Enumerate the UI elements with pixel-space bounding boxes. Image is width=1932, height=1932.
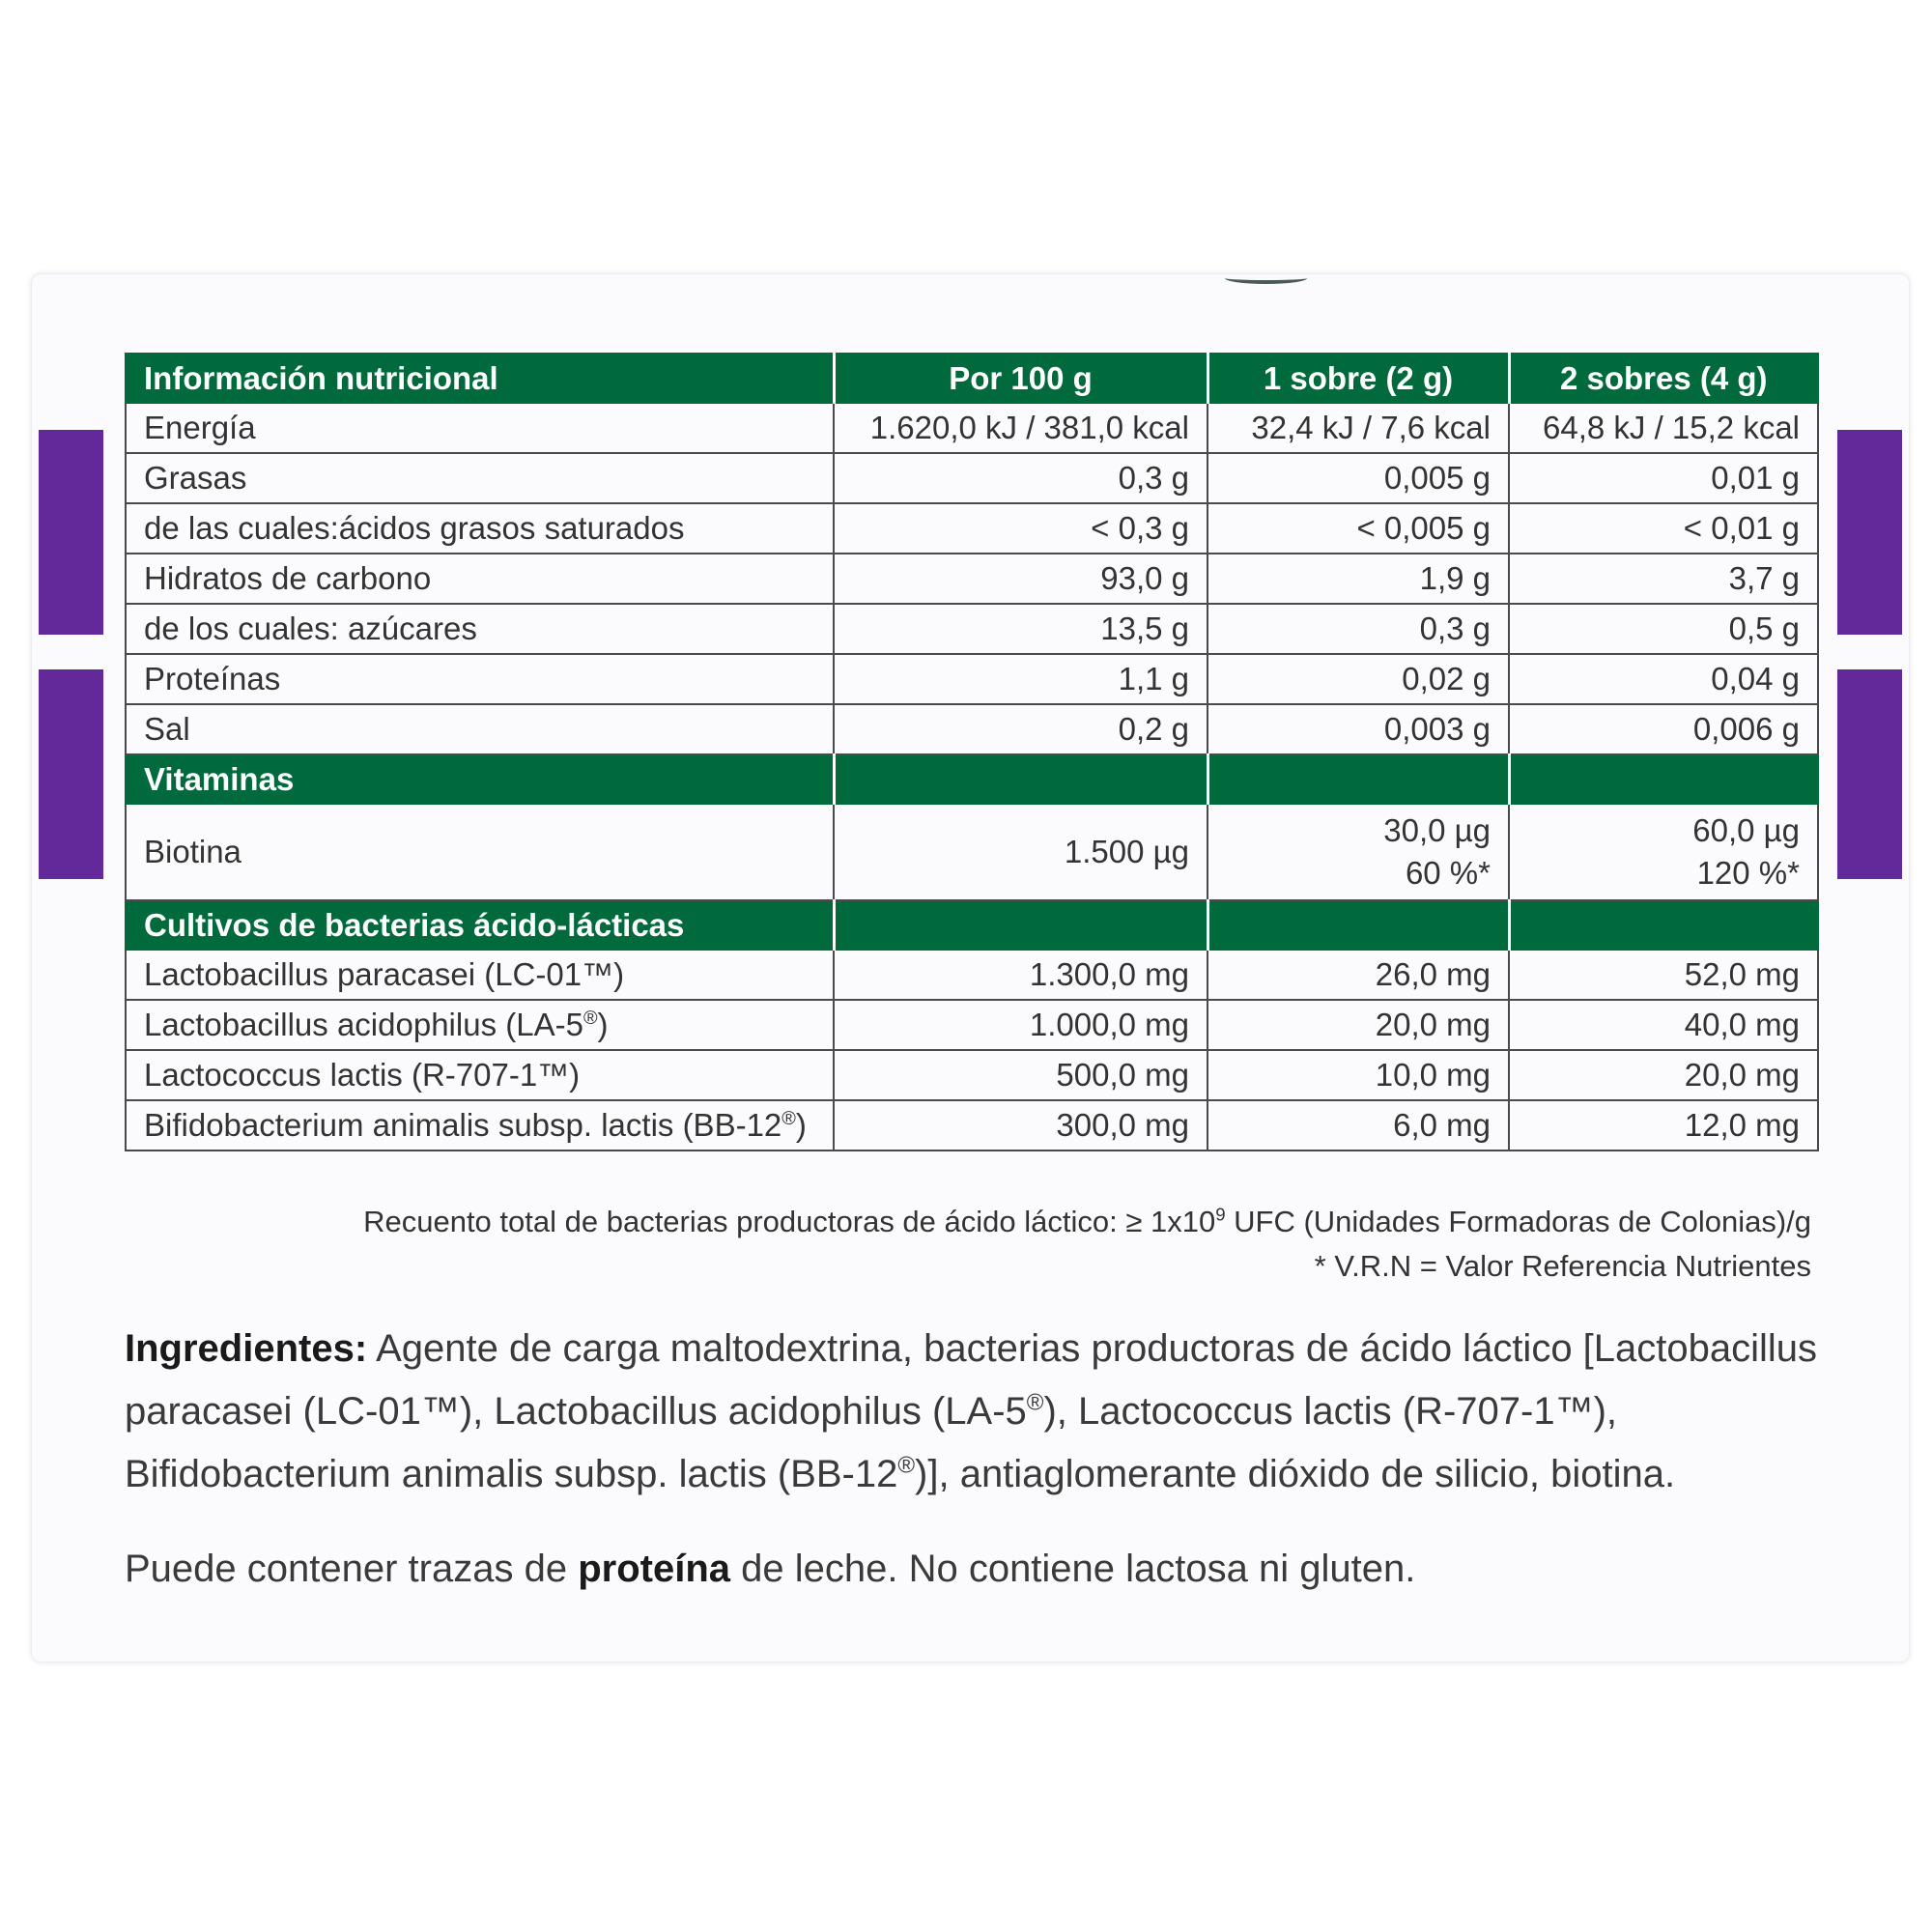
value-two-sachets: < 0,01 g xyxy=(1509,503,1818,554)
table-row xyxy=(126,503,1818,554)
nutrient-name: Hidratos de carbono xyxy=(126,554,834,604)
table-row xyxy=(126,453,1818,503)
purple-side-tab xyxy=(39,669,103,879)
table-row xyxy=(126,950,1818,1000)
value-two-sachets xyxy=(1509,804,1818,900)
value-one-sachet: 6,0 mg xyxy=(1208,1100,1509,1151)
bacteria-count-note: Recuento total de bacterias productoras de ácido láctico: ≥ $1x10^9$ UFC (Unidades Formadoras de Colonias)/g xyxy=(363,1204,1811,1238)
value-two-sachets: 40,0 mg xyxy=(1509,1000,1818,1050)
value-per-100g: 500,0 mg xyxy=(834,1050,1208,1100)
value-one-sachet: 32,4 kJ / 7,6 kcal xyxy=(1208,403,1509,453)
ingredients-text: Ingredientes: Agente de carga maltodextrina, bacterias productoras de ácido láctico [Lactobacillus paracasei (LC-01™), Lactobacillus acidophilus (LA-5®), Lactococcus lactis (R-707-1™), Bifidobacterium animalis subsp. lactis (BB-12®)], antiaglomerante dióxido de silicio, biotina. xyxy=(125,1327,1818,1495)
purple-side-tab xyxy=(1837,669,1902,879)
value-one-sachet: 0,02 g xyxy=(1208,654,1509,704)
table-row xyxy=(126,1000,1818,1050)
table-row xyxy=(126,1100,1818,1151)
amount: 30,0 µg xyxy=(1383,812,1491,848)
value-two-sachets: 64,8 kJ / 15,2 kcal xyxy=(1509,403,1818,453)
empty-header-cell xyxy=(834,900,1208,950)
table-row xyxy=(126,804,1818,900)
value-per-100g: 1,1 g xyxy=(834,654,1208,704)
empty-header-cell xyxy=(1208,754,1509,804)
ingredients-label: Ingredientes: xyxy=(125,1327,368,1370)
amount: 60,0 µg xyxy=(1692,812,1800,848)
culture-name: Lactobacillus paracasei (LC-01™) xyxy=(126,950,834,1000)
value-one-sachet: 10,0 mg xyxy=(1208,1050,1509,1100)
value-per-100g: 13,5 g xyxy=(834,604,1208,654)
nutrient-name: Sal xyxy=(126,704,834,754)
vrn-percent: 120 %* xyxy=(1696,855,1800,891)
value-one-sachet xyxy=(1208,804,1509,900)
value-per-100g: < 0,3 g xyxy=(834,503,1208,554)
value-two-sachets: 52,0 mg xyxy=(1509,950,1818,1000)
section-header-cultures xyxy=(126,900,1818,950)
vrn-footnote: * V.R.N = Valor Referencia Nutrientes xyxy=(1314,1249,1811,1283)
section-header-vitamins xyxy=(126,754,1818,804)
purple-side-tab xyxy=(39,430,103,635)
value-two-sachets: 0,04 g xyxy=(1509,654,1818,704)
value-per-100g: 1.000,0 mg xyxy=(834,1000,1208,1050)
table-row xyxy=(126,403,1818,453)
value-one-sachet: 0,3 g xyxy=(1208,604,1509,654)
value-one-sachet: 20,0 mg xyxy=(1208,1000,1509,1050)
value-per-100g: 1.500 µg xyxy=(834,804,1208,900)
table-row xyxy=(126,604,1818,654)
value-one-sachet: < 0,005 g xyxy=(1208,503,1509,554)
header-per-100g: Por 100 g xyxy=(834,354,1208,403)
nutrient-name: Biotina xyxy=(126,804,834,900)
table-row xyxy=(126,704,1818,754)
value-two-sachets: 20,0 mg xyxy=(1509,1050,1818,1100)
value-one-sachet: 0,003 g xyxy=(1208,704,1509,754)
culture-name: Lactococcus lactis (R-707-1™) xyxy=(126,1050,834,1100)
value-two-sachets: 0,006 g xyxy=(1509,704,1818,754)
value-per-100g: 300,0 mg xyxy=(834,1100,1208,1151)
nutrient-name: de las cuales:ácidos grasos saturados xyxy=(126,503,834,554)
culture-name: Lactobacillus acidophilus (LA-5®) xyxy=(126,1000,834,1050)
vrn-percent: 60 %* xyxy=(1405,855,1491,891)
table-row xyxy=(126,1050,1818,1100)
empty-header-cell xyxy=(1509,900,1818,950)
value-per-100g: 93,0 g xyxy=(834,554,1208,604)
header-two-sachets: 2 sobres (4 g) xyxy=(1509,354,1818,403)
value-per-100g: 1.620,0 kJ / 381,0 kcal xyxy=(834,403,1208,453)
empty-header-cell xyxy=(834,754,1208,804)
value-two-sachets: 12,0 mg xyxy=(1509,1100,1818,1151)
empty-header-cell xyxy=(1208,900,1509,950)
value-per-100g: 1.300,0 mg xyxy=(834,950,1208,1000)
value-per-100g: 0,3 g xyxy=(834,453,1208,503)
header-one-sachet: 1 sobre (2 g) xyxy=(1208,354,1509,403)
table-row xyxy=(126,654,1818,704)
nutrient-name: de los cuales: azúcares xyxy=(126,604,834,654)
header-label: Información nutricional xyxy=(126,354,834,403)
value-one-sachet: 26,0 mg xyxy=(1208,950,1509,1000)
value-one-sachet: 0,005 g xyxy=(1208,453,1509,503)
value-two-sachets: 0,01 g xyxy=(1509,453,1818,503)
nutrient-name: Grasas xyxy=(126,453,834,503)
allergen-highlight: proteína xyxy=(578,1548,730,1590)
value-one-sachet: 1,9 g xyxy=(1208,554,1509,604)
culture-name: Bifidobacterium animalis subsp. lactis (BB-12®) xyxy=(126,1100,834,1151)
section-title: Cultivos de bacterias ácido-lácticas xyxy=(126,900,834,950)
table-header-row xyxy=(126,354,1818,403)
value-two-sachets: 3,7 g xyxy=(1509,554,1818,604)
section-title: Vitaminas xyxy=(126,754,834,804)
value-two-sachets: 0,5 g xyxy=(1509,604,1818,654)
nutrient-name: Proteínas xyxy=(126,654,834,704)
value-per-100g: 0,2 g xyxy=(834,704,1208,754)
table-row xyxy=(126,554,1818,604)
package-flap-edge xyxy=(1225,272,1307,284)
allergen-statement: Puede contener trazas de proteína de leche. No contiene lactosa ni gluten. xyxy=(125,1548,1416,1590)
purple-side-tab xyxy=(1837,430,1902,635)
nutrient-name: Energía xyxy=(126,403,834,453)
empty-header-cell xyxy=(1509,754,1818,804)
nutrition-table xyxy=(125,353,1819,1151)
